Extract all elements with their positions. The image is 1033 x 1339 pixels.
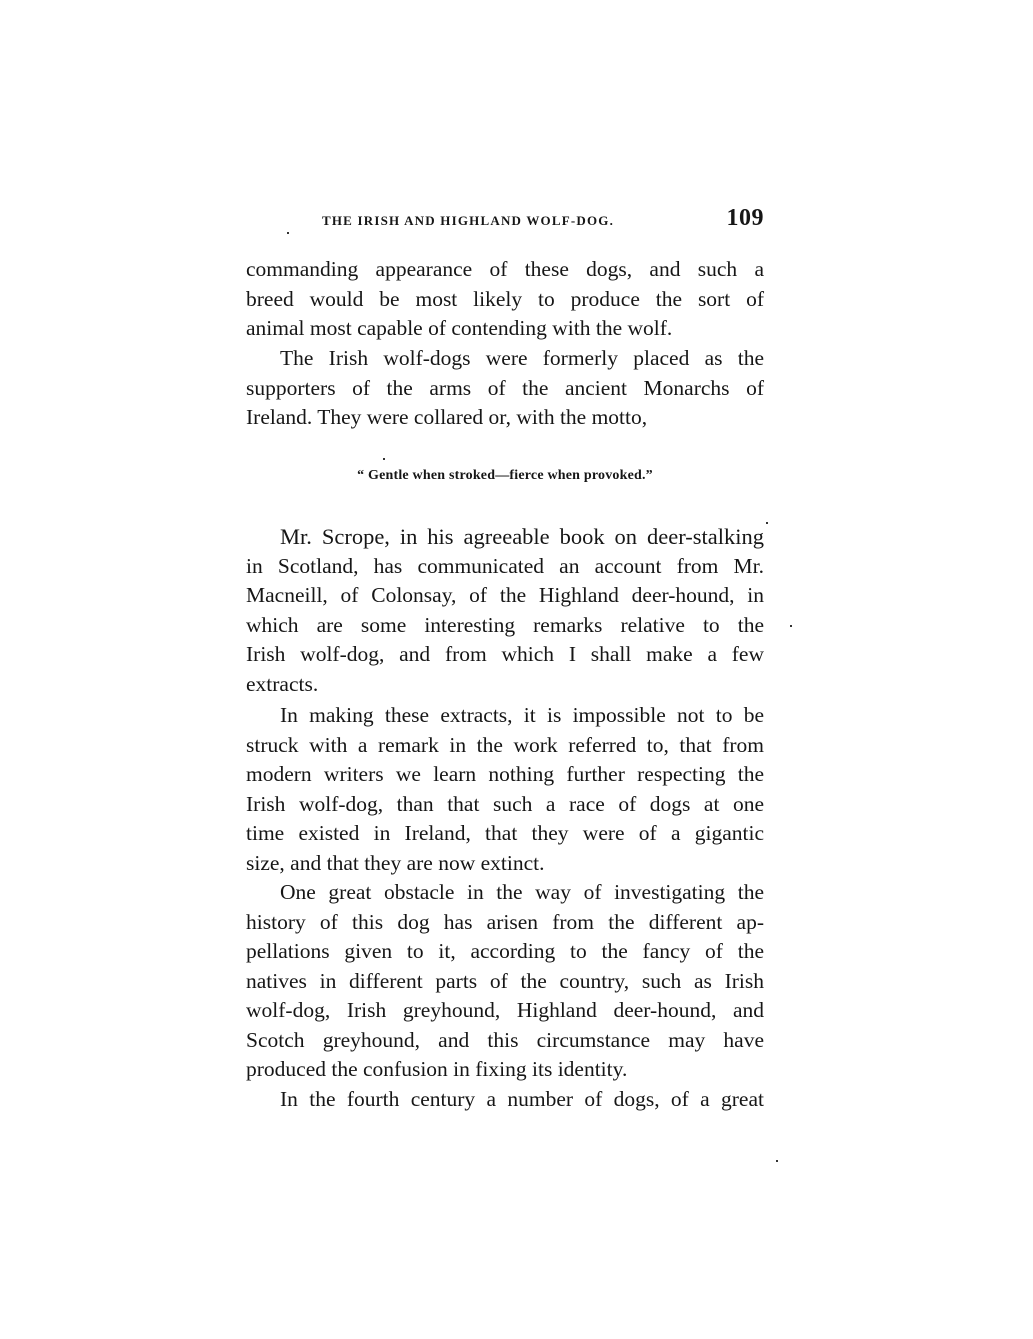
text-line: which are some interesting remarks relative to the bbox=[246, 612, 764, 637]
text-line: time existed in Ireland, that they were of a gigantic bbox=[246, 821, 764, 845]
text-line: breed would be most likely to produce the sort of bbox=[246, 286, 764, 311]
text-line: Scotch greyhound, and this circumstance may have bbox=[246, 1027, 764, 1052]
text-line: wolf-dog, Irish greyhound, Highland deer-hound, and bbox=[246, 998, 764, 1022]
text-line: modern writers we learn nothing further respecting the bbox=[246, 762, 764, 786]
text-line: In the fourth century a number of dogs, of a great bbox=[280, 1087, 764, 1111]
text-line: Macneill, of Colonsay, of the Highland deer-hound, in bbox=[246, 583, 764, 607]
paragraph-obstacle bbox=[246, 878, 764, 1085]
text-line: Mr. Scrope, in his agreeable book on deer-stalking bbox=[280, 524, 764, 549]
text-line: Ireland. They were collared or, with the motto, bbox=[246, 405, 648, 429]
text-line: In making these extracts, it is impossible not to be bbox=[280, 703, 764, 727]
text-line: natives in different parts of the country, such as Irish bbox=[246, 968, 764, 993]
paragraph-extracts bbox=[246, 701, 764, 878]
text-line: in Scotland, has communicated an account from Mr. bbox=[246, 553, 764, 578]
text-line: animal most capable of contending with the wolf. bbox=[246, 316, 673, 340]
text-line: Irish wolf-dog, and from which I shall make a few bbox=[246, 642, 764, 666]
page-number: 109 bbox=[726, 205, 764, 231]
scan-speck bbox=[776, 1160, 778, 1162]
scan-speck bbox=[287, 232, 289, 234]
paragraph-arms bbox=[246, 344, 764, 433]
text-line: The Irish wolf-dogs were formerly placed as the bbox=[280, 346, 764, 370]
running-head bbox=[322, 205, 764, 235]
running-title: THE IRISH AND HIGHLAND WOLF-DOG. bbox=[322, 213, 615, 228]
text-line: produced the confusion in fixing its identity. bbox=[246, 1057, 628, 1081]
paragraph-fourth-century bbox=[246, 1085, 764, 1115]
text-line: size, and that they are now extinct. bbox=[246, 850, 545, 875]
text-line: One great obstacle in the way of investigating the bbox=[280, 880, 764, 904]
scan-speck bbox=[790, 625, 792, 627]
text-line: history of this dog has arisen from the different ap- bbox=[246, 909, 764, 934]
paragraph-scrope bbox=[246, 522, 764, 699]
text-line: extracts. bbox=[246, 671, 319, 696]
text-line: Irish wolf-dog, than that such a race of dogs at one bbox=[246, 791, 764, 816]
text-line: pellations given to it, according to the fancy of the bbox=[246, 939, 764, 963]
scan-speck bbox=[383, 458, 385, 460]
text-line: struck with a remark in the work referred to, that from bbox=[246, 732, 764, 757]
scan-speck bbox=[766, 522, 768, 524]
motto-quote: “ Gentle when stroked—fierce when provoked.” bbox=[357, 468, 653, 483]
paragraph-continuation bbox=[246, 255, 764, 344]
text-line: supporters of the arms of the ancient Monarchs of bbox=[246, 375, 764, 400]
text-line: commanding appearance of these dogs, and such a bbox=[246, 257, 764, 281]
